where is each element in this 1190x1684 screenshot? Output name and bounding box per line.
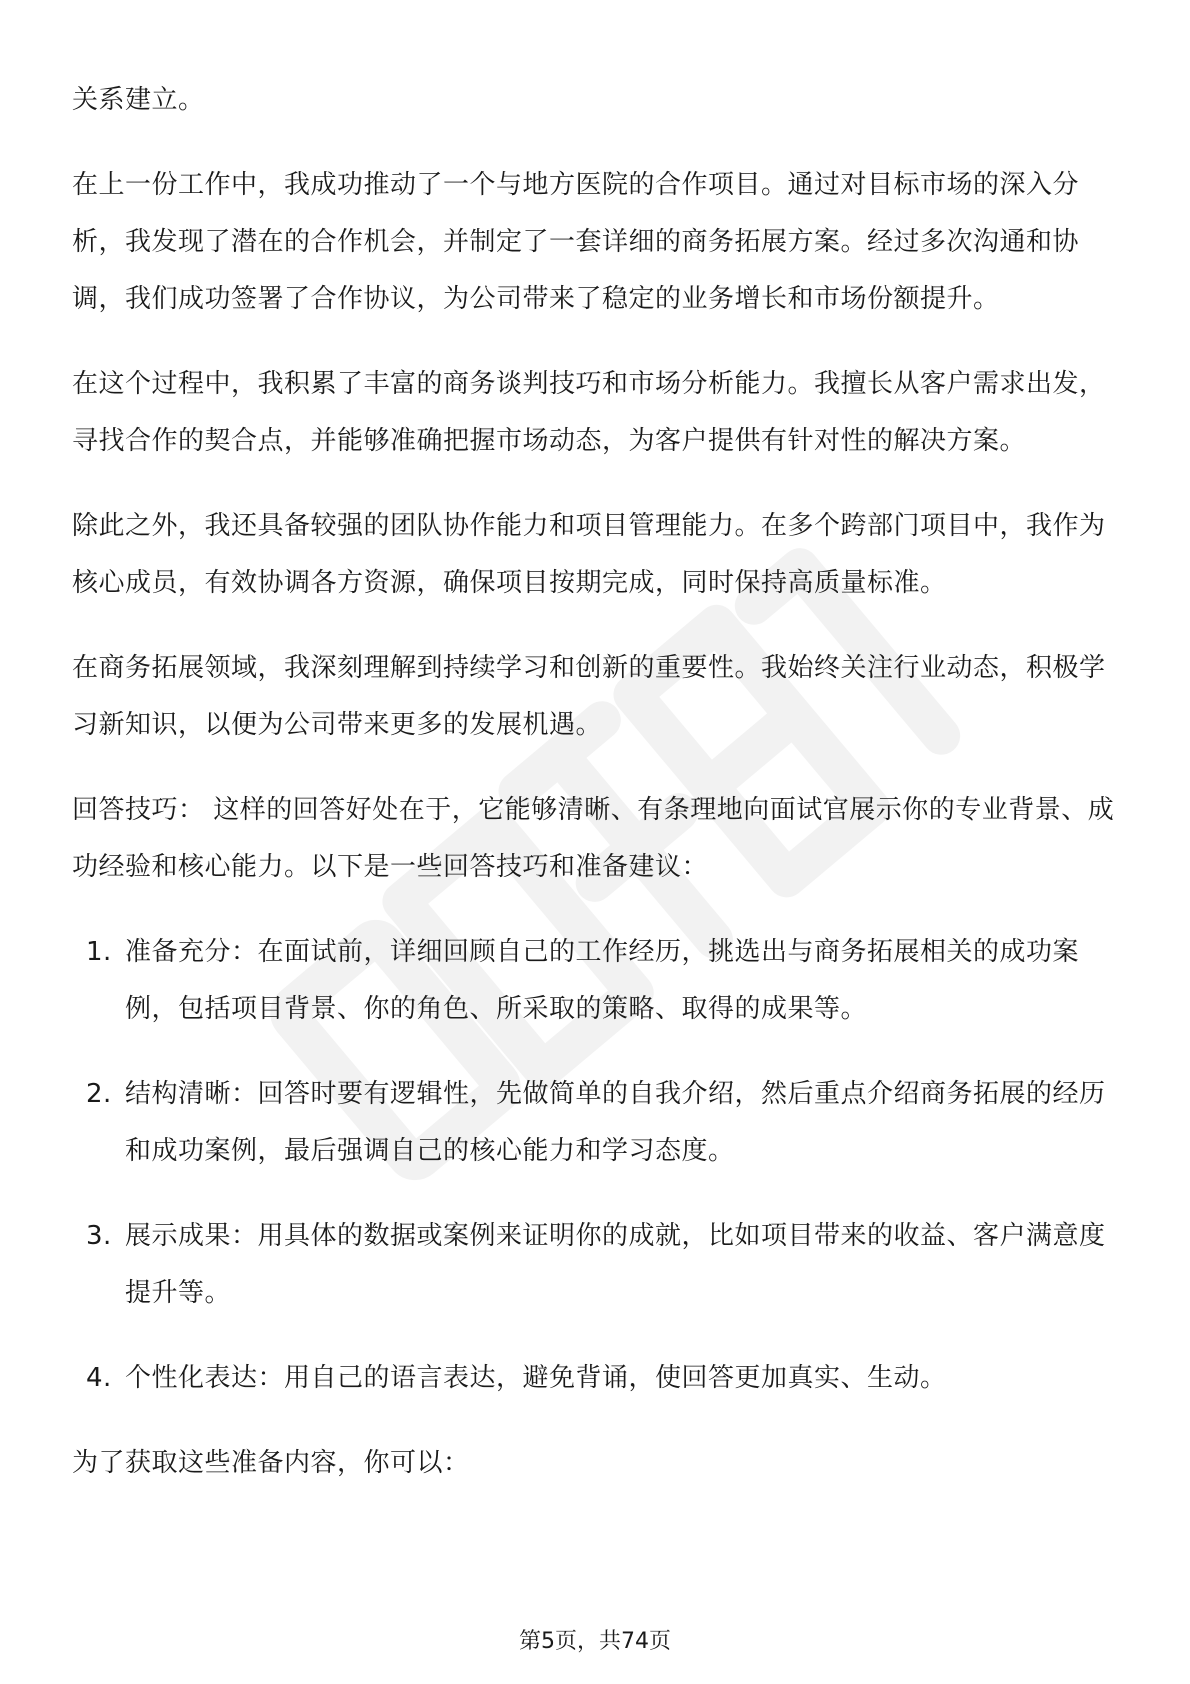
- list-item-text: 个性化表达：用自己的语言表达，避免背诵，使回答更加真实、生动。: [125, 1363, 947, 1393]
- list-item: [72, 1208, 1118, 1322]
- tips-list: [72, 924, 1118, 1407]
- closing-paragraph: 为了获取这些准备内容，你可以：: [72, 1448, 470, 1478]
- list-item-number: 2.: [86, 1079, 112, 1109]
- document-body: [72, 72, 1118, 1520]
- list-item: [72, 1066, 1118, 1180]
- list-item-text: 展示成果：用具体的数据或案例来证明你的成就，比如项目带来的收益、客户满意度提升等。: [125, 1221, 1106, 1308]
- answer-tips-intro: 回答技巧： 这样的回答好处在于，它能够清晰、有条理地向面试官展示你的专业背景、成功经验和核心能力。以下是一些回答技巧和准备建议：: [72, 795, 1115, 882]
- list-item-text: 准备充分：在面试前，详细回顾自己的工作经历，挑选出与商务拓展相关的成功案例，包括项目背景、你的角色、所采取的策略、取得的成果等。: [125, 937, 1080, 1024]
- page-number-footer: 第5页，共74页: [519, 1629, 671, 1654]
- paragraph-1: 关系建立。: [72, 85, 205, 115]
- list-item: [72, 1350, 1118, 1407]
- paragraph-2: 在上一份工作中，我成功推动了一个与地方医院的合作项目。通过对目标市场的深入分析，我发现了潜在的合作机会，并制定了一套详细的商务拓展方案。经过多次沟通和协调，我们成功签署了合作协议，为公司带来了稳定的业务增长和市场份额提升。: [72, 170, 1080, 314]
- paragraph-4: 除此之外，我还具备较强的团队协作能力和项目管理能力。在多个跨部门项目中，我作为核心成员，有效协调各方资源，确保项目按期完成，同时保持高质量标准。: [72, 511, 1106, 598]
- list-item-number: 3.: [86, 1221, 112, 1251]
- list-item-number: 4.: [86, 1363, 112, 1393]
- paragraph-3: 在这个过程中，我积累了丰富的商务谈判技巧和市场分析能力。我擅长从客户需求出发，寻找合作的契合点，并能够准确把握市场动态，为客户提供有针对性的解决方案。: [72, 369, 1106, 456]
- paragraph-5: 在商务拓展领域，我深刻理解到持续学习和创新的重要性。我始终关注行业动态，积极学习新知识，以便为公司带来更多的发展机遇。: [72, 653, 1106, 740]
- list-item: [72, 924, 1118, 1038]
- list-item-text: 结构清晰：回答时要有逻辑性，先做简单的自我介绍，然后重点介绍商务拓展的经历和成功案例，最后强调自己的核心能力和学习态度。: [125, 1079, 1106, 1166]
- list-item-number: 1.: [86, 937, 112, 967]
